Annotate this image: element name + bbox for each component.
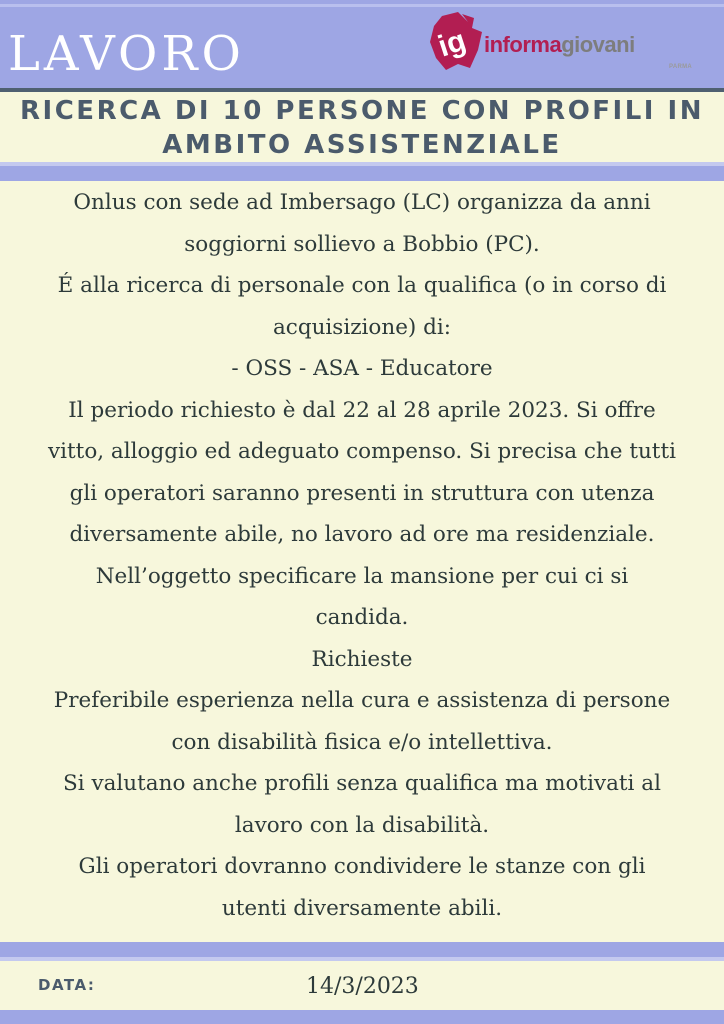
- footer-divider-light: [0, 957, 724, 961]
- logo-wordmark: informagiovani: [484, 32, 635, 57]
- description-line: Preferibile esperienza nella cura e assistenza di persone: [53, 688, 671, 713]
- description-line: gli operatori saranno presenti in struttura con utenza: [69, 480, 655, 506]
- description-line: lavoro con la disabilità.: [234, 812, 490, 838]
- description-line: diversamente abile, no lavoro ad ore ma residenziale.: [69, 522, 655, 547]
- title-divider-light: [0, 162, 724, 166]
- description-line: utenti diversamente abili.: [221, 895, 503, 921]
- description-line: Gli operatori dovranno condividere le stanze con gli: [78, 854, 646, 879]
- job-description: [10, 182, 714, 929]
- title-line: AMBITO ASSISTENZIALE: [162, 130, 562, 160]
- description-line: Richieste: [311, 646, 413, 672]
- description-line: É alla ricerca di personale con la qualifica (o in corso di: [57, 273, 667, 298]
- title-divider-band: [0, 166, 724, 181]
- header-divider: [0, 88, 724, 92]
- svg-text:ig: ig: [434, 23, 470, 64]
- header-top-line: [0, 4, 724, 7]
- description-line: Si valutano anche profili senza qualifica ma motivati al: [63, 771, 661, 796]
- footer-divider-band: [0, 942, 724, 957]
- informagiovani-logo: [428, 10, 718, 76]
- description-line: candida.: [315, 605, 409, 630]
- date-value: 14/3/2023: [306, 974, 419, 999]
- page-title: [0, 94, 724, 162]
- description-line: acquisizione) di:: [272, 314, 452, 340]
- header-banner: [0, 0, 724, 92]
- logo-subtitle: PARMA: [669, 64, 693, 70]
- title-line: RICERCA DI 10 PERSONE CON PROFILI IN: [20, 96, 704, 126]
- description-line: Nell’oggetto specificare la mansione per cui ci si: [95, 563, 629, 589]
- bottom-band: [0, 1010, 724, 1024]
- description-line: - OSS - ASA - Educatore: [231, 356, 493, 381]
- date-label: DATA:: [38, 976, 96, 994]
- description-line: vitto, alloggio ed adeguato compenso. Si precisa che tutti: [48, 439, 676, 464]
- description-line: Il periodo richiesto è dal 22 al 28 aprile 2023. Si offre: [68, 397, 656, 423]
- description-line: con disabilità fisica e/o intellettiva.: [171, 729, 553, 755]
- category-label: LAVORO: [8, 26, 245, 82]
- description-line: soggiorni sollievo a Bobbio (PC).: [184, 231, 540, 257]
- ig-logo-icon: [428, 10, 486, 72]
- description-line: Onlus con sede ad Imbersago (LC) organizza da anni: [73, 190, 651, 215]
